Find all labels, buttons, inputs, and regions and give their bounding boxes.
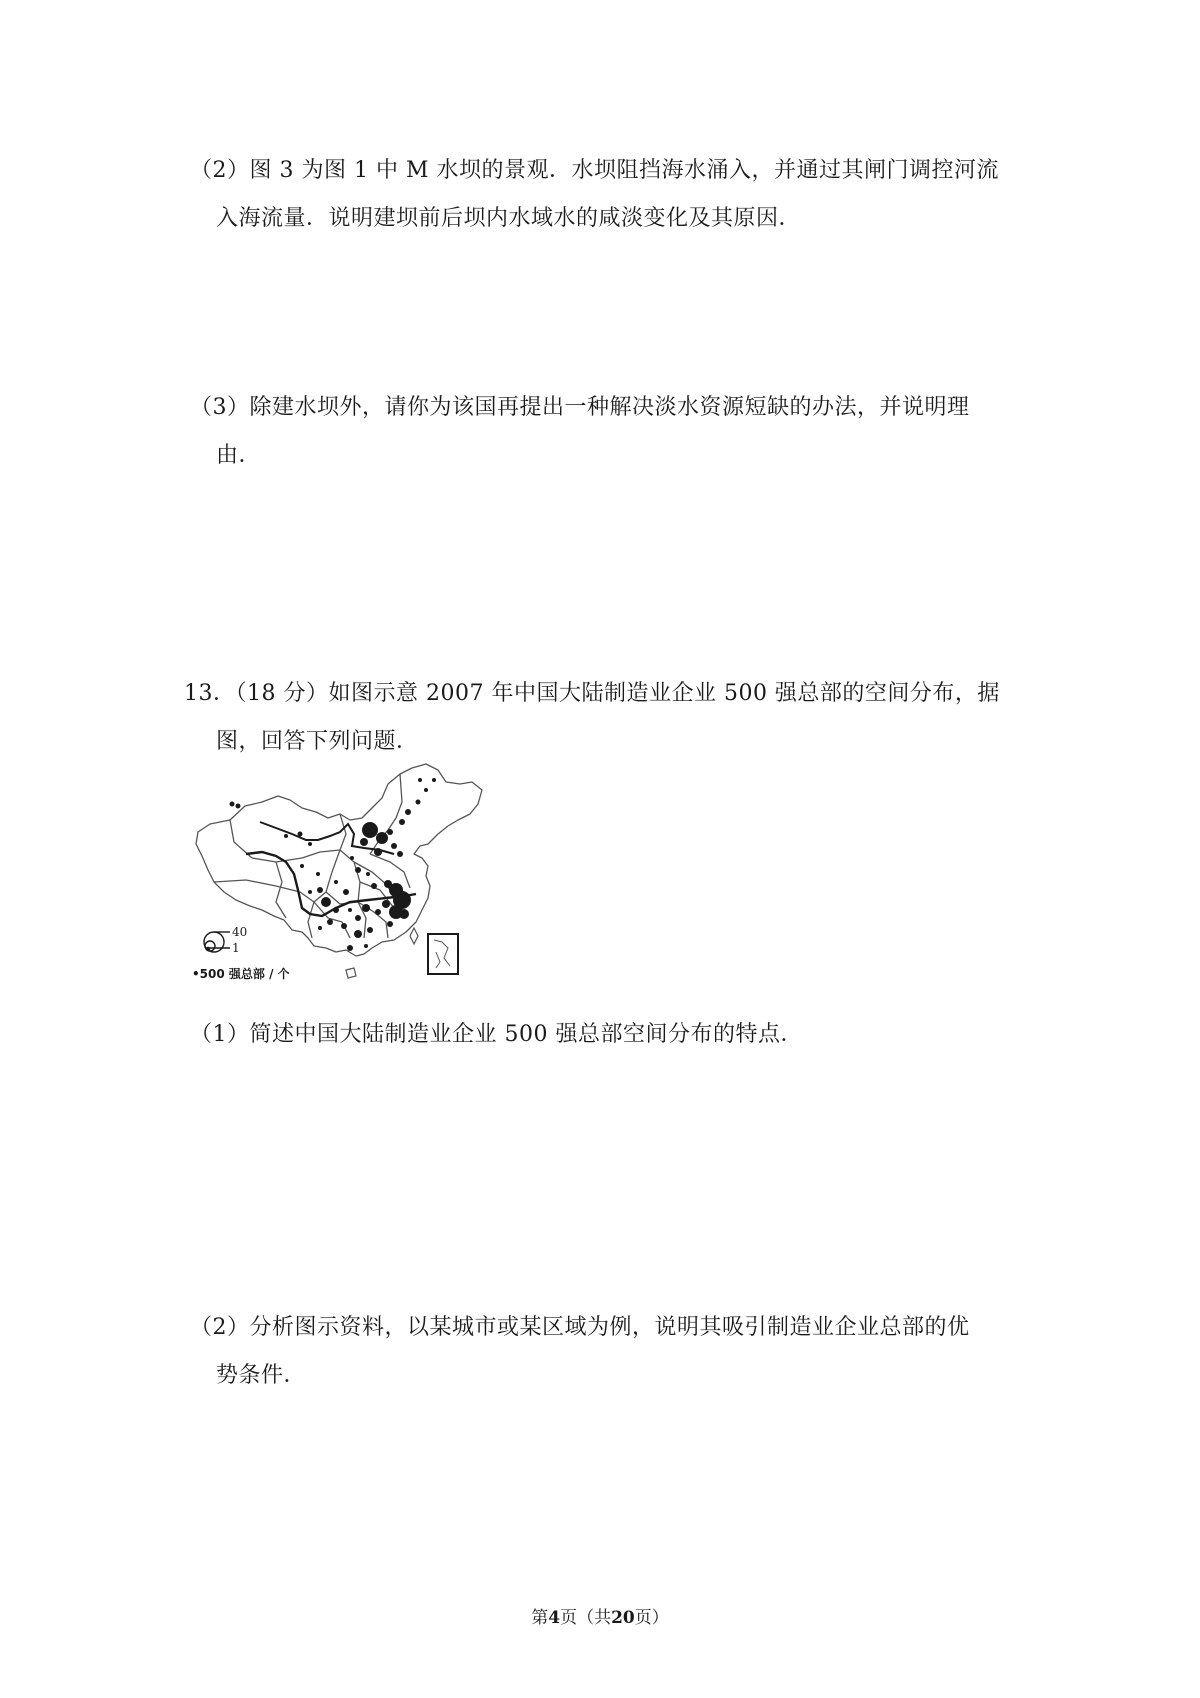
- hq-dot: [424, 788, 428, 792]
- hq-dot: [399, 909, 409, 919]
- hq-dot: [308, 890, 312, 894]
- hq-dot: [333, 907, 339, 913]
- hq-dot: [300, 864, 304, 868]
- hq-dot: [391, 843, 397, 849]
- legend-value-small: 1: [232, 941, 240, 955]
- hq-dot: [343, 889, 349, 895]
- q12-part3-line1: （3）除建水坝外，请你为该国再提出一种解决淡水资源短缺的办法，并说明理: [190, 395, 970, 420]
- hq-dot: [350, 856, 354, 860]
- hq-dot: [321, 897, 331, 907]
- hq-dot: [432, 778, 436, 782]
- hq-dot: [355, 915, 361, 921]
- hq-dot: [405, 809, 411, 815]
- hq-dot: [334, 880, 338, 884]
- hq-dot: [366, 872, 370, 876]
- page-footer: [0, 1606, 1200, 1630]
- legend-symbol: [204, 932, 230, 952]
- hq-dot: [298, 832, 303, 837]
- hq-dot: [230, 802, 235, 807]
- q12-part2-line1: （2）图 3 为图 1 中 M 水坝的景观．水坝阻挡海水涌入，并通过其闸门调控河流: [190, 158, 999, 183]
- legend-caption: •500 强总部 / 个: [192, 967, 290, 981]
- map-figure: [190, 762, 492, 1008]
- hq-dot: [418, 778, 422, 782]
- hq-dot: [317, 887, 323, 893]
- q13-part2-line2: 势条件．: [216, 1363, 307, 1388]
- hq-dot: [376, 832, 388, 844]
- south-china-sea-inset: [428, 934, 458, 974]
- footer-suffix: 页）: [634, 1608, 669, 1628]
- hq-dot: [382, 900, 390, 908]
- hq-dot: [399, 819, 405, 825]
- q13-intro-line1: 13．（18 分）如图示意 2007 年中国大陆制造业企业 500 强总部的空间分布，据: [184, 681, 1000, 706]
- footer-page-number: 4: [548, 1608, 561, 1628]
- hq-dot: [308, 842, 312, 846]
- hq-dot: [347, 945, 353, 951]
- hq-dot: [348, 908, 352, 912]
- hq-dot: [416, 800, 421, 805]
- hq-dot: [387, 829, 393, 835]
- hq-dot: [327, 919, 333, 925]
- q12-part2-line2: 入海流量．说明建坝前后坝内水域水的咸淡变化及其原因．: [216, 206, 802, 231]
- hq-dot: [354, 930, 362, 938]
- hq-dot: [236, 804, 241, 809]
- hq-dot: [284, 834, 288, 838]
- q12-part3-line2: 由．: [216, 443, 262, 468]
- hq-dot: [374, 848, 382, 856]
- hq-dot: [397, 851, 403, 857]
- footer-prefix: 第: [531, 1608, 549, 1628]
- hq-dot: [367, 927, 373, 933]
- hq-dot: [375, 909, 381, 915]
- hq-dot: [362, 822, 378, 838]
- hq-dot: [318, 926, 322, 930]
- hq-dot: [316, 872, 320, 876]
- hq-dot: [364, 944, 368, 948]
- footer-total-pages: 20: [611, 1608, 635, 1628]
- hq-dot: [371, 883, 377, 889]
- q13-intro-line2: 图，回答下列问题．: [216, 729, 419, 754]
- hq-dot: [362, 904, 370, 912]
- legend-value-large: 40: [232, 925, 248, 939]
- hq-dot: [360, 838, 368, 846]
- q13-part2-line1: （2）分析图示资料，以某城市或某区域为例，说明其吸引制造业企业总部的优: [190, 1315, 970, 1340]
- hq-dot: [387, 921, 393, 927]
- hq-dot: [341, 923, 347, 929]
- china-hq-distribution-map: [190, 762, 492, 1008]
- footer-middle: 页（共: [560, 1608, 612, 1628]
- q13-part1: （1）简述中国大陆制造业企业 500 强总部空间分布的特点．: [190, 1022, 803, 1047]
- hq-dot: [355, 867, 361, 873]
